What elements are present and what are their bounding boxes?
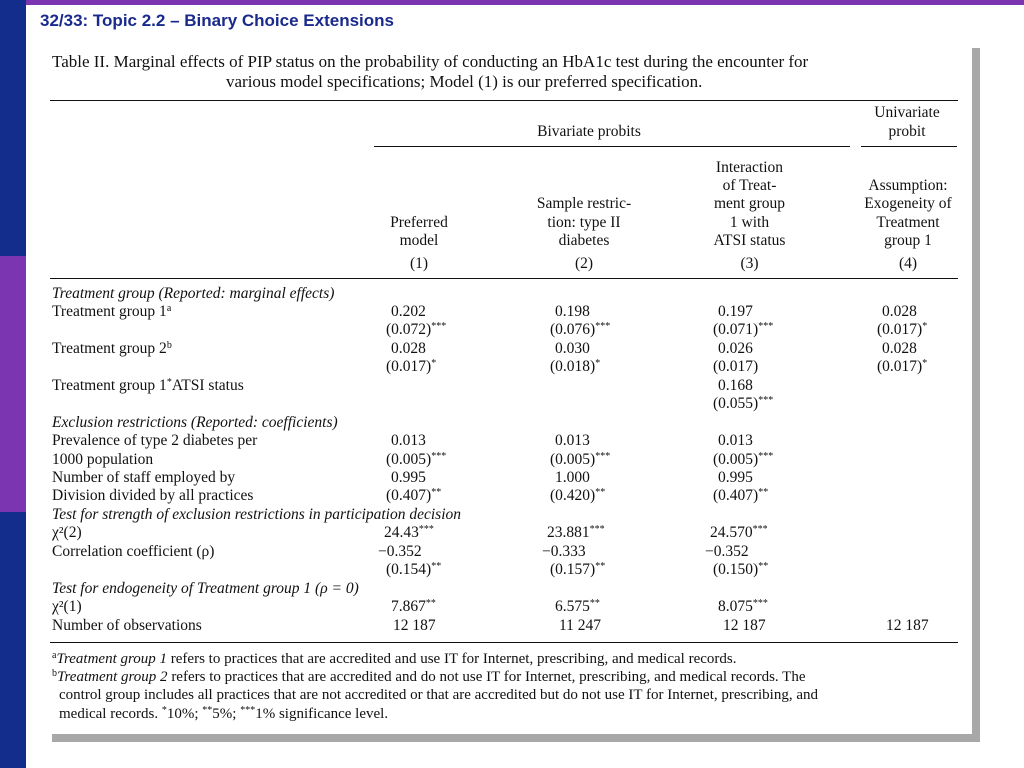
sidebar-band-bottom — [0, 512, 26, 768]
chi2-1-c3: 8.075*** — [718, 598, 768, 615]
chi2-1-c2: 6.575** — [555, 598, 600, 615]
tg1atsi-c3-se: (0.055)*** — [713, 395, 774, 412]
prev-c1-se: (0.005)*** — [386, 451, 447, 468]
rule-top — [50, 100, 958, 101]
row-label-chi2-2: χ²(2) — [52, 524, 82, 541]
row-label-prev-2: 1000 population — [52, 451, 154, 468]
nobs-c1: 12 187 — [393, 617, 436, 634]
staff-c2: 1.000 — [555, 469, 590, 486]
rule-univariate — [861, 146, 957, 147]
prev-c3-se: (0.005)*** — [713, 451, 774, 468]
rho-c1: −0.352 — [378, 543, 422, 560]
row-label-nobs: Number of observations — [52, 617, 202, 634]
staff-c2-se: (0.420)** — [550, 487, 606, 504]
staff-c1-se: (0.407)** — [386, 487, 442, 504]
rule-bottom — [50, 642, 958, 643]
col4-header-2: Exogeneity of — [864, 195, 952, 212]
rho-c3: −0.352 — [705, 543, 749, 560]
row-label-rho: Correlation coefficient (ρ) — [52, 543, 215, 560]
tg2-c4-se: (0.017)* — [877, 358, 928, 375]
row-label-tg2: Treatment group 2$^b$ — [52, 340, 172, 357]
row-label-staff-1: Number of staff employed by — [52, 469, 236, 486]
staff-c3-se: (0.407)** — [713, 487, 769, 504]
rho-c2-se: (0.157)** — [550, 561, 606, 578]
tg1atsi-c3: 0.168 — [718, 377, 753, 394]
tg2-c2-se: (0.018)* — [550, 358, 601, 375]
tg1-c2: 0.198 — [555, 303, 590, 320]
rule-header — [50, 278, 958, 279]
prev-c1: 0.013 — [391, 432, 426, 449]
col1-header-1: Preferred — [390, 214, 448, 231]
col4-header-1: Assumption: — [868, 177, 948, 194]
header-univariate-1: Univariate — [874, 104, 940, 121]
footnote-a: $^a$Treatment group 1 refers to practices that are accredited and use IT for Internet, prescribing, and medical records. — [52, 650, 737, 667]
prev-c3: 0.013 — [718, 432, 753, 449]
tg2-c3-se: (0.017) — [713, 358, 759, 375]
tg2-c1-se: (0.017)* — [386, 358, 437, 375]
tg2-c4: 0.028 — [882, 340, 917, 357]
chi2-2-c3: 24.570*** — [710, 524, 768, 541]
col3-header-1: Interaction — [715, 159, 784, 176]
top-accent-bar — [26, 0, 1024, 5]
row-label-chi2-1: χ²(1) — [52, 598, 82, 615]
footnote-b: $^b$Treatment group 2 refers to practices that are accredited and do not use IT for Internet, prescribing, and medical records. The — [52, 668, 806, 685]
section-endogeneity: Test for endogeneity of Treatment group 1 (ρ = 0) — [52, 580, 359, 597]
chi2-2-c1: 24.43*** — [384, 524, 434, 541]
col1-header-2: model — [399, 232, 439, 249]
section-strength: Test for strength of exclusion restrictions in participation decision — [52, 506, 462, 523]
rho-c2: −0.333 — [542, 543, 586, 560]
nobs-c2: 11 247 — [559, 617, 602, 634]
caption-line-1: Table II. Marginal effects of PIP status on the probability of conducting an HbA1c test during the encounter for — [52, 52, 809, 71]
header-univariate-2: probit — [888, 123, 926, 140]
tg1-c3: 0.197 — [718, 303, 753, 320]
rule-bivariate — [374, 146, 850, 147]
col2-header-2: tion: type II — [547, 214, 621, 231]
row-label-prev-1: Prevalence of type 2 diabetes per — [52, 432, 258, 449]
col4-header-number: (4) — [898, 255, 918, 272]
tg2-c1: 0.028 — [391, 340, 426, 357]
col2-header-number: (2) — [574, 255, 594, 272]
chi2-2-c2: 23.881*** — [547, 524, 605, 541]
tg1-c3-se: (0.071)*** — [713, 321, 774, 338]
nobs-c4: 12 187 — [886, 617, 929, 634]
tg2-c3: 0.026 — [718, 340, 753, 357]
table-image — [44, 40, 972, 734]
col3-header-2: of Treat- — [722, 177, 777, 194]
tg1-c2-se: (0.076)*** — [550, 321, 611, 338]
section-treatment: Treatment group (Reported: marginal effects) — [52, 285, 335, 302]
tg2-c2: 0.030 — [555, 340, 590, 357]
rho-c1-se: (0.154)** — [386, 561, 442, 578]
footnote-b-cont: control group includes all practices that are not accredited or that are accredited but do not use IT for Internet, prescribing, and — [59, 687, 819, 703]
col3-header-3: ment group — [713, 195, 786, 212]
prev-c2: 0.013 — [555, 432, 590, 449]
tg1-c4-se: (0.017)* — [877, 321, 928, 338]
col3-header-number: (3) — [740, 255, 759, 272]
sidebar-decoration — [0, 0, 26, 768]
col3-header-4: 1 with — [729, 214, 770, 231]
chi2-1-c1: 7.867** — [391, 598, 436, 615]
col4-header-4: group 1 — [884, 232, 932, 249]
section-exclusion: Exclusion restrictions (Reported: coefficients) — [52, 414, 338, 431]
tg1-c1-se: (0.072)*** — [386, 321, 447, 338]
prev-c2-se: (0.005)*** — [550, 451, 611, 468]
nobs-c3: 12 187 — [723, 617, 766, 634]
col2-header-1: Sample restric- — [536, 195, 632, 212]
col1-header-number: (1) — [409, 255, 429, 272]
sidebar-band-top — [0, 0, 26, 256]
row-label-tg1: Treatment group 1$^a$ — [52, 303, 172, 320]
sidebar-band-middle — [0, 256, 26, 512]
col2-header-3: diabetes — [558, 232, 610, 249]
staff-c3: 0.995 — [718, 469, 753, 486]
tg1-c4: 0.028 — [882, 303, 917, 320]
header-bivariate: Bivariate probits — [537, 123, 641, 140]
slide-title: 32/33: Topic 2.2 – Binary Choice Extensions — [40, 11, 394, 30]
staff-c1: 0.995 — [391, 469, 426, 486]
tg1-c1: 0.202 — [391, 303, 426, 320]
col3-header-5: ATSI status — [713, 232, 786, 249]
rho-c3-se: (0.150)** — [713, 561, 769, 578]
col4-header-3: Treatment — [876, 214, 940, 231]
row-label-tg1-atsi: Treatment group 1*ATSI status — [52, 377, 244, 394]
caption-line-2: various model specifications; Model (1) is our preferred specification. — [226, 72, 703, 91]
row-label-staff-2: Division divided by all practices — [52, 487, 254, 504]
footnote-significance: medical records. *10%; **5%; ***1% significance level. — [59, 705, 389, 722]
